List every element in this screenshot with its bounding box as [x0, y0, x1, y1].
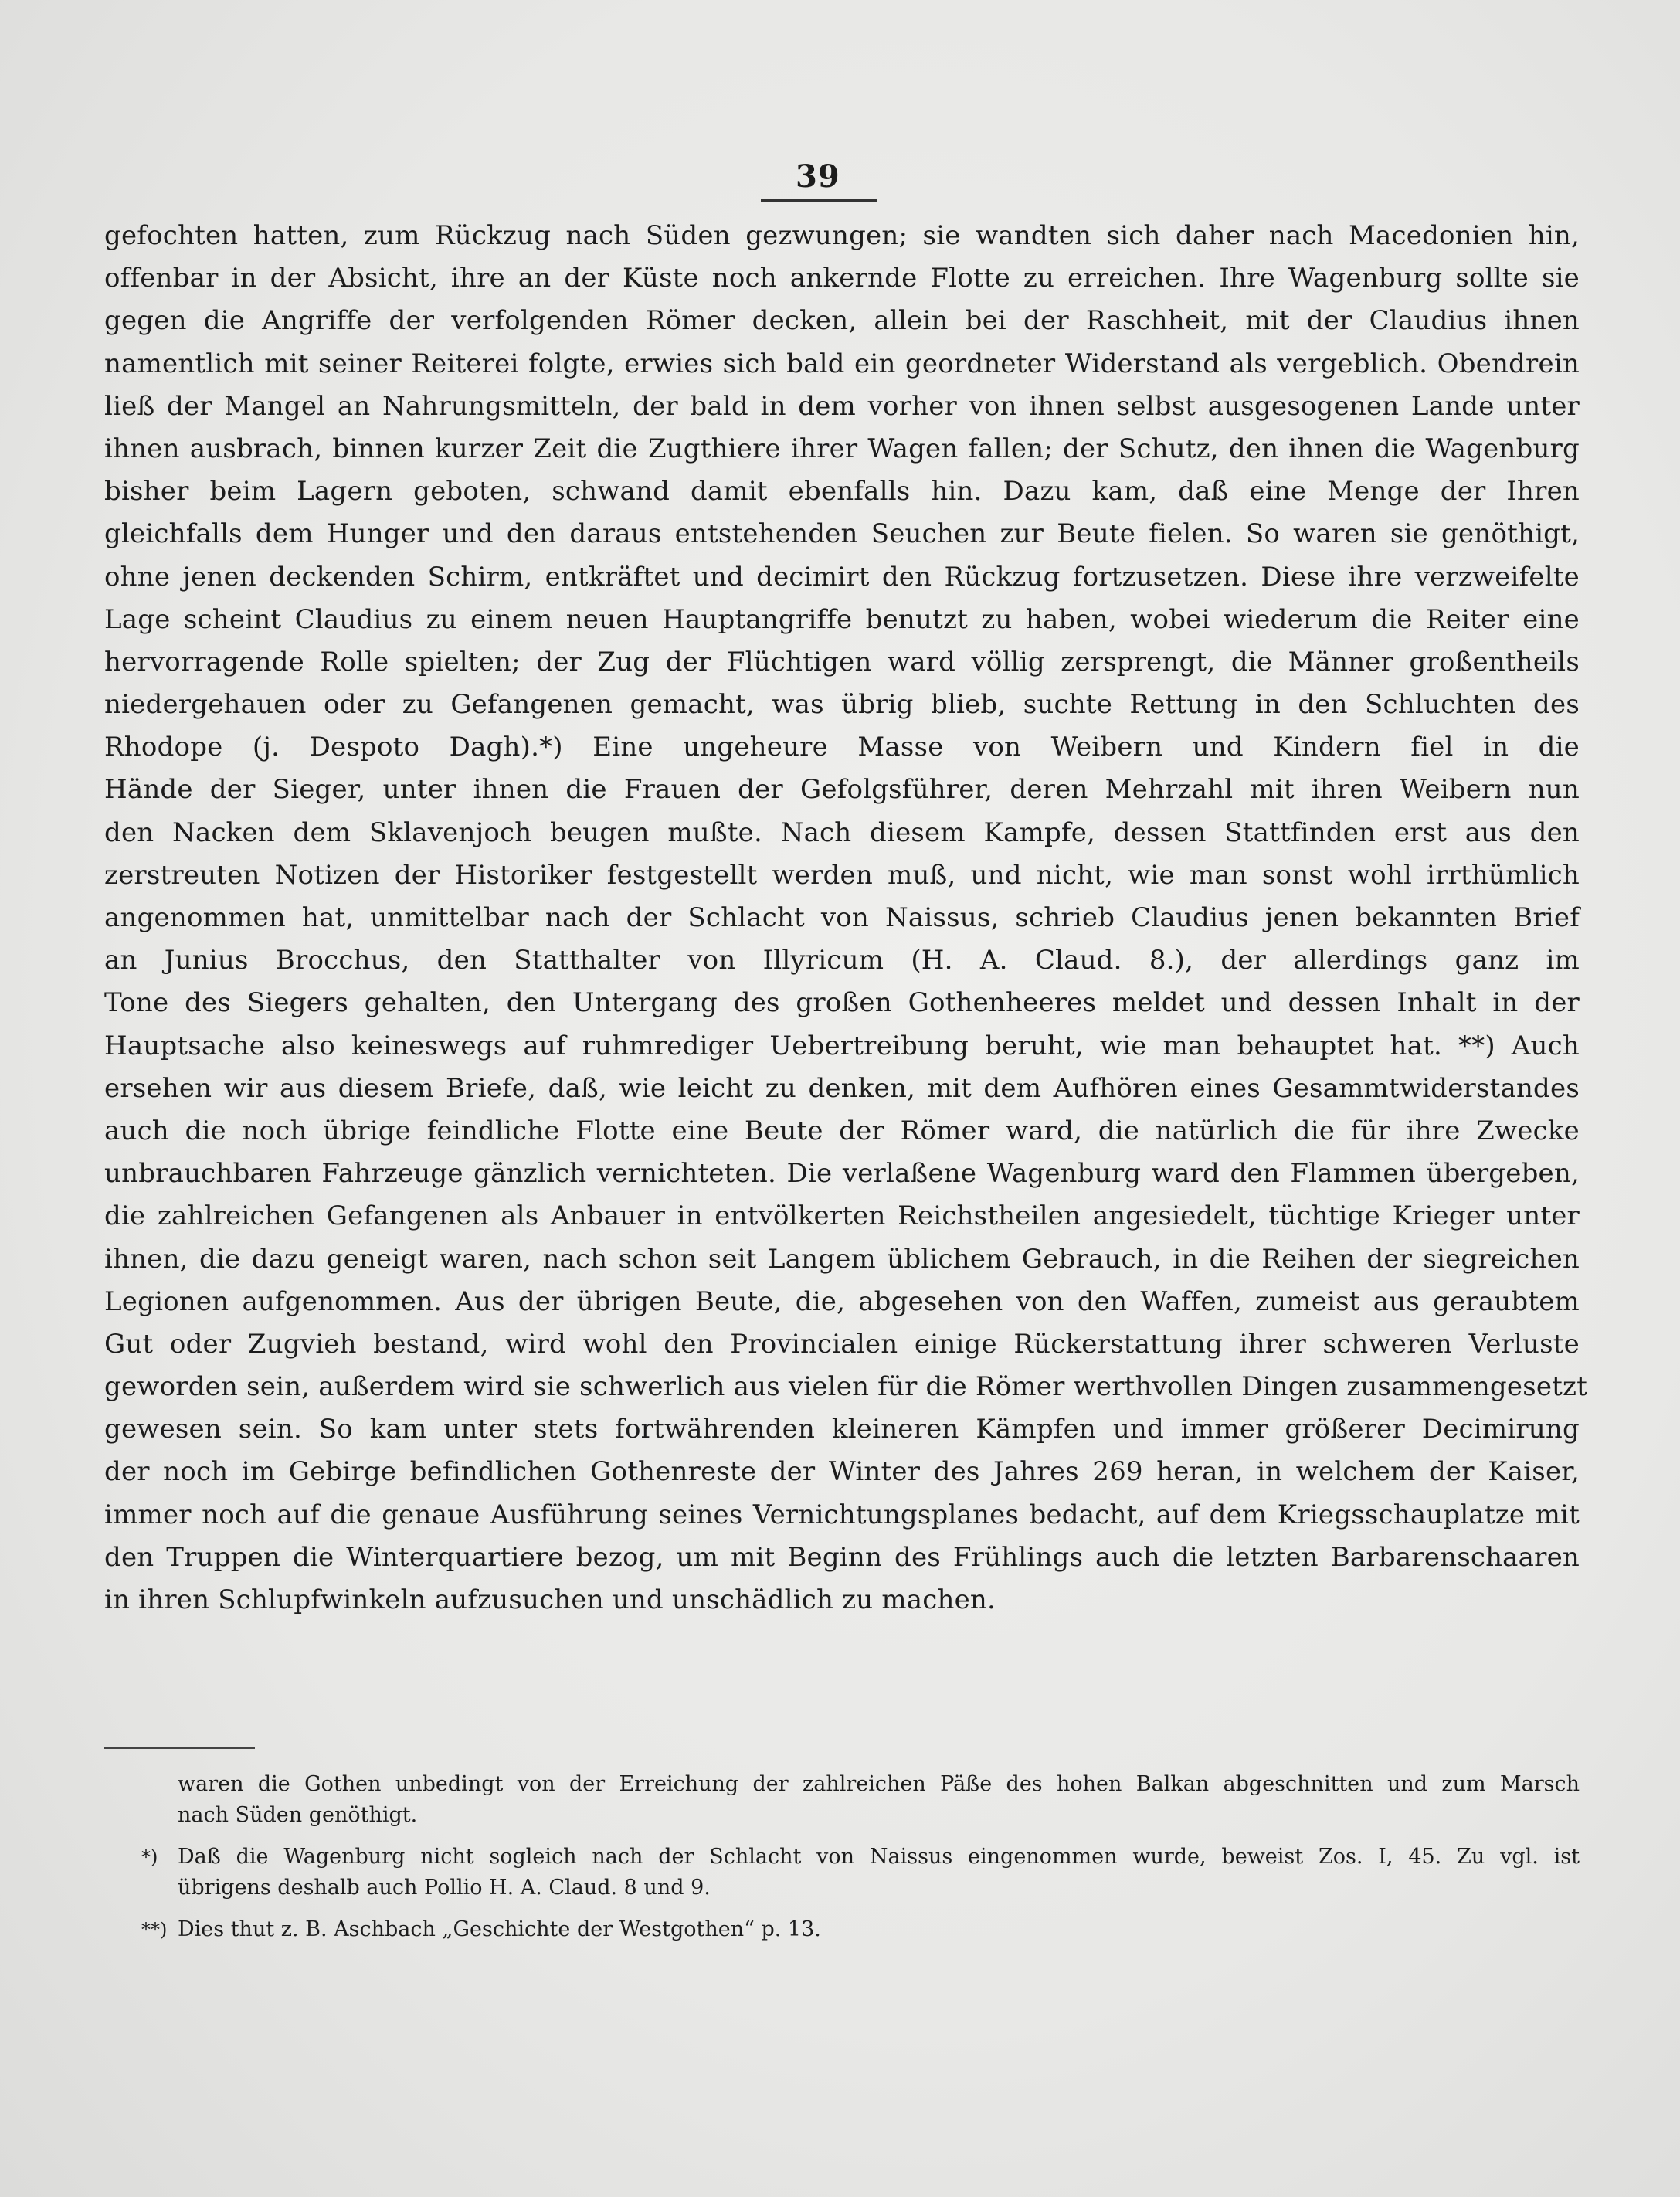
footnotes-block	[104, 1769, 1580, 1945]
text-line: der noch im Gebirge befindlichen Gothenreste der Winter des Jahres 269 heran, in welchem der Kaiser,	[104, 1456, 1580, 1488]
text-line: in ihren Schlupfwinkeln aufzusuchen und unschädlich zu machen.	[104, 1584, 996, 1615]
text-line: ersehen wir aus diesem Briefe, daß, wie leicht zu denken, mit dem Aufhören eines Gesammtwiderstandes	[104, 1072, 1580, 1104]
text-line: offenbar in der Absicht, ihre an der Küste noch ankernde Flotte zu erreichen. Ihre Wagenburg sollte sie	[104, 263, 1580, 294]
text-line: Lage scheint Claudius zu einem neuen Hauptangriffe benutzt zu haben, wobei wiederum die Reiter eine	[104, 603, 1580, 635]
footnote-continuation-line: nach Süden genöthigt.	[178, 1803, 418, 1827]
text-line: den Truppen die Winterquartiere bezog, um mit Beginn des Frühlings auch die letzten Barbarenschaaren	[104, 1541, 1580, 1573]
footnote-1-marker: *)	[141, 1846, 158, 1868]
text-line: Hände der Sieger, unter ihnen die Frauen der Gefolgsführer, deren Mehrzahl mit ihren Weibern nun	[104, 774, 1580, 806]
text-line: Legionen aufgenommen. Aus der übrigen Beute, die, abgesehen von den Waffen, zumeist aus geraubtem	[104, 1285, 1580, 1317]
text-line: zerstreuten Notizen der Historiker festgestellt werden muß, und nicht, wie man sonst wohl irrthümlich	[104, 859, 1580, 891]
text-line: die zahlreichen Gefangenen als Anbauer in entvölkerten Reichstheilen angesiedelt, tüchtige Krieger unter	[104, 1200, 1580, 1232]
page-number-rule	[761, 199, 877, 202]
text-line: gegen die Angriffe der verfolgenden Römer decken, allein bei der Raschheit, mit der Claudius ihnen	[104, 305, 1580, 337]
text-line: gefochten hatten, zum Rückzug nach Süden gezwungen; sie wandten sich daher nach Macedonien hin,	[104, 220, 1580, 251]
footnote-2-marker: **)	[141, 1919, 168, 1941]
text-line: immer noch auf die genaue Ausführung seines Vernichtungsplanes bedacht, auf dem Kriegsschauplatze mit	[104, 1499, 1580, 1530]
text-line: geworden sein, außerdem wird sie schwerlich aus vielen für die Römer werthvollen Dingen zusammengesetzt	[104, 1371, 1588, 1403]
text-line: gleichfalls dem Hunger und den daraus entstehenden Seuchen zur Beute fielen. So waren sie genöthigt,	[104, 518, 1580, 550]
text-line: Gut oder Zugvieh bestand, wird wohl den Provincialen einige Rückerstattung ihrer schweren Verluste	[104, 1328, 1580, 1360]
footnote-2-line: Dies thut z. B. Aschbach „Geschichte der Westgothen“ p. 13.	[178, 1917, 821, 1941]
text-line: bisher beim Lagern geboten, schwand damit ebenfalls hin. Dazu kam, daß eine Menge der Ihren	[104, 476, 1580, 508]
text-line: Rhodope (j. Despoto Dagh).*) Eine ungeheure Masse von Weibern und Kindern fiel in die	[104, 732, 1580, 763]
text-line: ließ der Mangel an Nahrungsmitteln, der bald in dem vorher von ihnen selbst ausgesogenen Lande unter	[104, 390, 1580, 422]
text-line: hervorragende Rolle spielten; der Zug der Flüchtigen ward völlig zersprengt, die Männer großentheils	[104, 646, 1580, 677]
footnote-1-line: Daß die Wagenburg nicht sogleich nach der Schlacht von Naissus eingenommen wurde, beweist Zos. I, 45. Zu vgl. ist	[178, 1845, 1580, 1869]
text-line: angenommen hat, unmittelbar nach der Schlacht von Naissus, schrieb Claudius jenen bekannten Brief	[104, 902, 1580, 933]
text-line: namentlich mit seiner Reiterei folgte, erwies sich bald ein geordneter Widerstand als vergeblich. Obendrein	[104, 348, 1580, 379]
footnote-1	[104, 1842, 1580, 1873]
text-line: unbrauchbaren Fahrzeuge gänzlich vernichteten. Die verlaßene Wagenburg ward den Flammen übergeben,	[104, 1158, 1580, 1190]
text-line: den Nacken dem Sklavenjoch beugen mußte. Nach diesem Kampfe, dessen Stattfinden erst aus den	[104, 817, 1580, 848]
text-line: Tone des Siegers gehalten, den Untergang des großen Gothenheeres meldet und dessen Inhalt in der	[104, 987, 1580, 1019]
text-line: ohne jenen deckenden Schirm, entkräftet und decimirt den Rückzug fortzusetzen. Diese ihre verzweifelte	[104, 561, 1580, 593]
text-line: ihnen ausbrach, binnen kurzer Zeit die Zugthiere ihrer Wagen fallen; der Schutz, den ihnen die Wagenburg	[104, 433, 1580, 464]
footnote-2	[104, 1914, 1580, 1945]
footnote-1-line: übrigens deshalb auch Pollio H. A. Claud. 8 und 9.	[178, 1876, 711, 1900]
text-line: an Junius Brocchus, den Statthalter von Illyricum (H. A. Claud. 8.), der allerdings ganz im	[104, 945, 1580, 976]
text-line: gewesen sein. So kam unter stets fortwährenden kleineren Kämpfen und immer größerer Decimirung	[104, 1414, 1580, 1445]
text-line: auch die noch übrige feindliche Flotte eine Beute der Römer ward, die natürlich die für ihre Zwecke	[104, 1115, 1580, 1146]
main-text-block	[104, 215, 1588, 1621]
text-line: Hauptsache also keineswegs auf ruhmrediger Uebertreibung beruht, wie man behauptet hat. **) Auch	[104, 1030, 1580, 1061]
page-number: 39	[796, 158, 840, 195]
text-line: ihnen, die dazu geneigt waren, nach schon seit Langem üblichem Gebrauch, in die Reihen der siegreichen	[104, 1243, 1580, 1275]
footnote-separator	[104, 1747, 255, 1749]
text-line: niedergehauen oder zu Gefangenen gemacht, was übrig blieb, suchte Rettung in den Schluchten des	[104, 689, 1580, 721]
footnote-continuation-line: waren die Gothen unbedingt von der Erreichung der zahlreichen Päße des hohen Balkan abgeschnitten und zum Marsch	[178, 1772, 1580, 1796]
